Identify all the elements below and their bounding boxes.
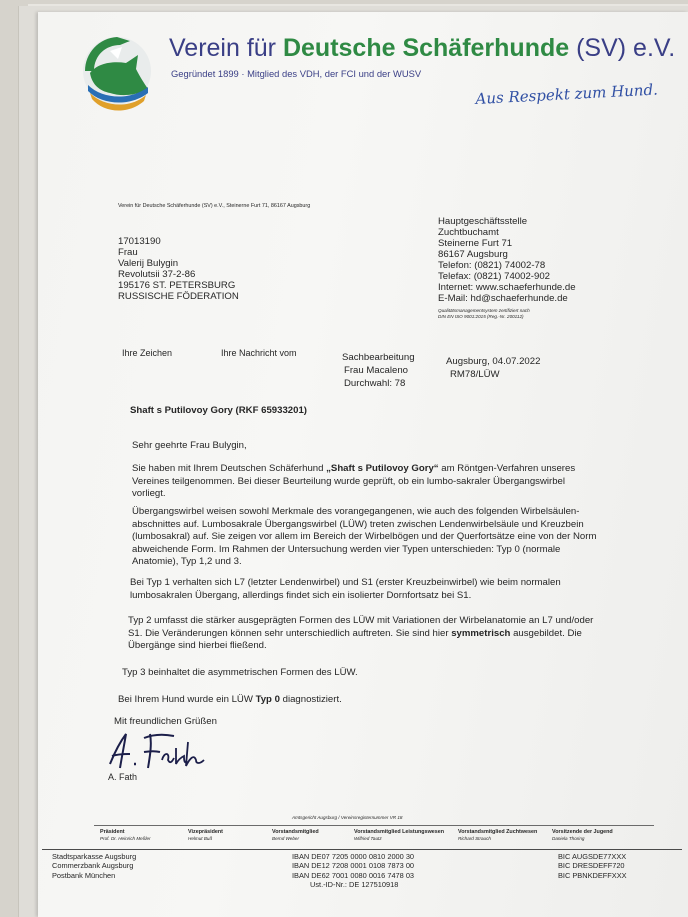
paragraph-5: Typ 3 beinhaltet die asymmetrischen Formen des LÜW. — [122, 667, 358, 678]
recipient-line: Valerij Bulygin — [118, 258, 179, 269]
organization-subtitle: Gegründet 1899 · Mitglied des VDH, der FCI und der WUSV — [171, 68, 422, 79]
org-highlight: Deutsche Schäferhunde — [282, 34, 570, 62]
recipient-line: 17013190 — [118, 236, 161, 247]
sender-line: Verein für Deutsche Schäferhunde (SV) e.V., Steinerne Furt 71, 86167 Augsburg — [118, 203, 311, 209]
bank-names — [52, 852, 136, 880]
recipient-line: Revolutsii 37-2-86 — [118, 269, 196, 280]
role-title: Vorstandsmitglied — [272, 829, 319, 835]
recipient-line: 195176 ST. PETERSBURG — [118, 280, 236, 291]
paragraph-3: Bei Typ 1 verhalten sich L7 (letzter Lendenwirbel) und S1 (erster Kreuzbeinwirbel) wie beim normalen lumbosakralen Übergang, allerdings findet sich ein isolierter Dornfortsatz bei S1. — [130, 577, 561, 601]
role-title: Vorstandsmitglied Zuchtwesen — [458, 829, 538, 835]
office-line: Internet: www.schaeferhunde.de — [438, 282, 576, 293]
role-name: Prof. Dr. Heinrich Meßler — [100, 836, 151, 841]
office-line: Hauptgeschäftsstelle — [438, 216, 528, 227]
letter-page — [38, 12, 688, 917]
footer-role-6 — [552, 829, 613, 842]
office-line: 86167 Augsburg — [438, 249, 508, 260]
paragraph-6 — [118, 694, 342, 705]
iban: IBAN DE12 7208 0001 0108 7873 00 — [292, 861, 415, 871]
bank-divider — [42, 849, 682, 850]
ref-ihre-zeichen: Ihre Zeichen — [122, 348, 173, 358]
bank-ibans — [292, 852, 414, 890]
quality-note: DIN EN ISO 9001:2015 (Reg.-Nr. 200112) — [438, 314, 524, 319]
bic: BIC PBNKDEFFXXX — [558, 870, 627, 880]
role-title: Vizepräsident — [188, 829, 223, 835]
text-run: Bei Ihrem Hund wurde ein LÜW — [118, 694, 256, 705]
footer-role-1 — [100, 829, 151, 842]
closing: Mit freundlichen Grüßen — [114, 716, 217, 727]
quality-note: Qualitätsmanagementsystem zertifiziert nach — [438, 308, 530, 313]
role-name: Bernd Weber — [272, 836, 299, 841]
register-note: Amtsgericht Augsburg / Vereinsregisternummer VR 18 — [292, 815, 403, 820]
office-line: Zuchtbuchamt — [438, 227, 499, 238]
role-name: Wilfried Tautz — [354, 836, 382, 841]
footer-role-5 — [458, 829, 537, 842]
handwritten-slogan: Aus Respekt zum Hund. — [475, 80, 659, 108]
ref-sachbearbeitung-label: Sachbearbeitung — [342, 352, 415, 363]
diagnosis-type: Typ 0 — [255, 694, 280, 705]
role-title: Präsident — [100, 829, 125, 835]
handwritten-signature — [100, 724, 218, 776]
office-line: Telefax: (0821) 74002-902 — [438, 271, 551, 282]
iban: IBAN DE07 7205 0000 0810 2000 30 — [292, 852, 415, 861]
org-prefix: Verein für — [169, 34, 277, 62]
bic: BIC AUGSDE77XXX — [558, 852, 627, 861]
vat-id: Ust.-ID-Nr.: DE 127510918 — [310, 880, 399, 890]
signer-name: A. Fath — [108, 772, 138, 782]
recipient-address — [118, 236, 239, 302]
text-run: diagnostiziert. — [279, 694, 342, 705]
footer-divider — [94, 825, 654, 826]
footer-role-2 — [188, 829, 223, 842]
ref-ihre-nachricht: Ihre Nachricht vom — [221, 348, 297, 358]
iban: IBAN DE62 7001 0080 0016 7478 03 — [292, 870, 415, 880]
paragraph-2: Übergangswirbel weisen sowohl Merkmale des vorangegangenen, wie auch des folgenden Wirbelsäulen-abschnittes auf. Lumbosakrale Übergangswirbel (LÜW) treten zwischen Lendenwirbelsäule und Kreuzbein (lumbosakral) auf. Sie zeigen vor allem im Bereich der Wirbelbögen und der Querfortsätze eine von der Norm abweichende Form. Im Rahmen der Untersuchung werden vier Typen unterschieden: Typ 0 (normale Anatomie), Typ 1,2 und 3. — [132, 506, 597, 568]
footer-role-4 — [354, 829, 444, 842]
office-address — [438, 216, 576, 320]
office-line: Telefon: (0821) 74002-78 — [438, 260, 546, 271]
ref-durchwahl: Durchwahl: 78 — [344, 378, 406, 389]
role-name: Helmut Buß — [188, 836, 213, 841]
paragraph-4 — [128, 615, 594, 653]
paragraph-1 — [132, 463, 598, 501]
text-run: am Röntgen-Verfahren unseres Vereines teilgenommen. Bei dieser Beurteilung wurde geprüft, ob ein lumbo-sakraler Übergangswirbel vorliegt. — [132, 463, 576, 500]
bic: BIC DRESDEFF720 — [558, 861, 625, 871]
office-email-link[interactable]: E-Mail: hd@schaeferhunde.de — [438, 293, 568, 304]
role-title: Vorsitzende der Jugend — [552, 829, 613, 835]
letter-reference: RM78/LÜW — [450, 369, 500, 380]
dog-name: „Shaft s Putilovoy Gory“ — [326, 463, 439, 474]
bank-name: Stadtsparkasse Augsburg — [52, 852, 137, 861]
bold-term: symmetrisch — [451, 627, 511, 639]
letter-subject: Shaft s Putilovoy Gory (RKF 65933201) — [130, 405, 308, 416]
recipient-line: RUSSISCHE FÖDERATION — [118, 291, 239, 302]
text-run: Sie haben mit Ihrem Deutschen Schäferhund — [132, 463, 327, 474]
bank-name: Commerzbank Augsburg — [52, 861, 134, 871]
salutation: Sehr geehrte Frau Bulygin, — [132, 440, 247, 451]
organization-title — [169, 34, 675, 62]
text-run: Typ 2 umfasst die stärker ausgeprägten Formen des LÜW mit Variationen der Wirbelanatomie an L7 und/oder S1. Die Veränderungen können sehr unterschiedlich auftreten. Sie sind hier — [128, 615, 594, 639]
role-title: Vorstandsmitglied Leistungswesen — [354, 829, 445, 835]
bank-bics — [558, 852, 627, 880]
office-line: Steinerne Furt 71 — [438, 238, 513, 249]
letter-date: Augsburg, 04.07.2022 — [446, 356, 541, 367]
recipient-line: Frau — [118, 247, 138, 258]
bank-name: Postbank München — [52, 870, 116, 880]
org-suffix: (SV) e.V. — [576, 34, 676, 62]
ref-sachbearbeitung-name: Frau Macaleno — [344, 365, 408, 376]
footer-role-3 — [272, 829, 319, 842]
text-run: ausgebildet. Die Übergänge sind hierbei fließend. — [128, 627, 582, 652]
role-name: Daniela Thoring — [552, 836, 585, 841]
role-name: Richard Strauch — [458, 836, 491, 841]
sv-logo-icon — [82, 33, 152, 123]
